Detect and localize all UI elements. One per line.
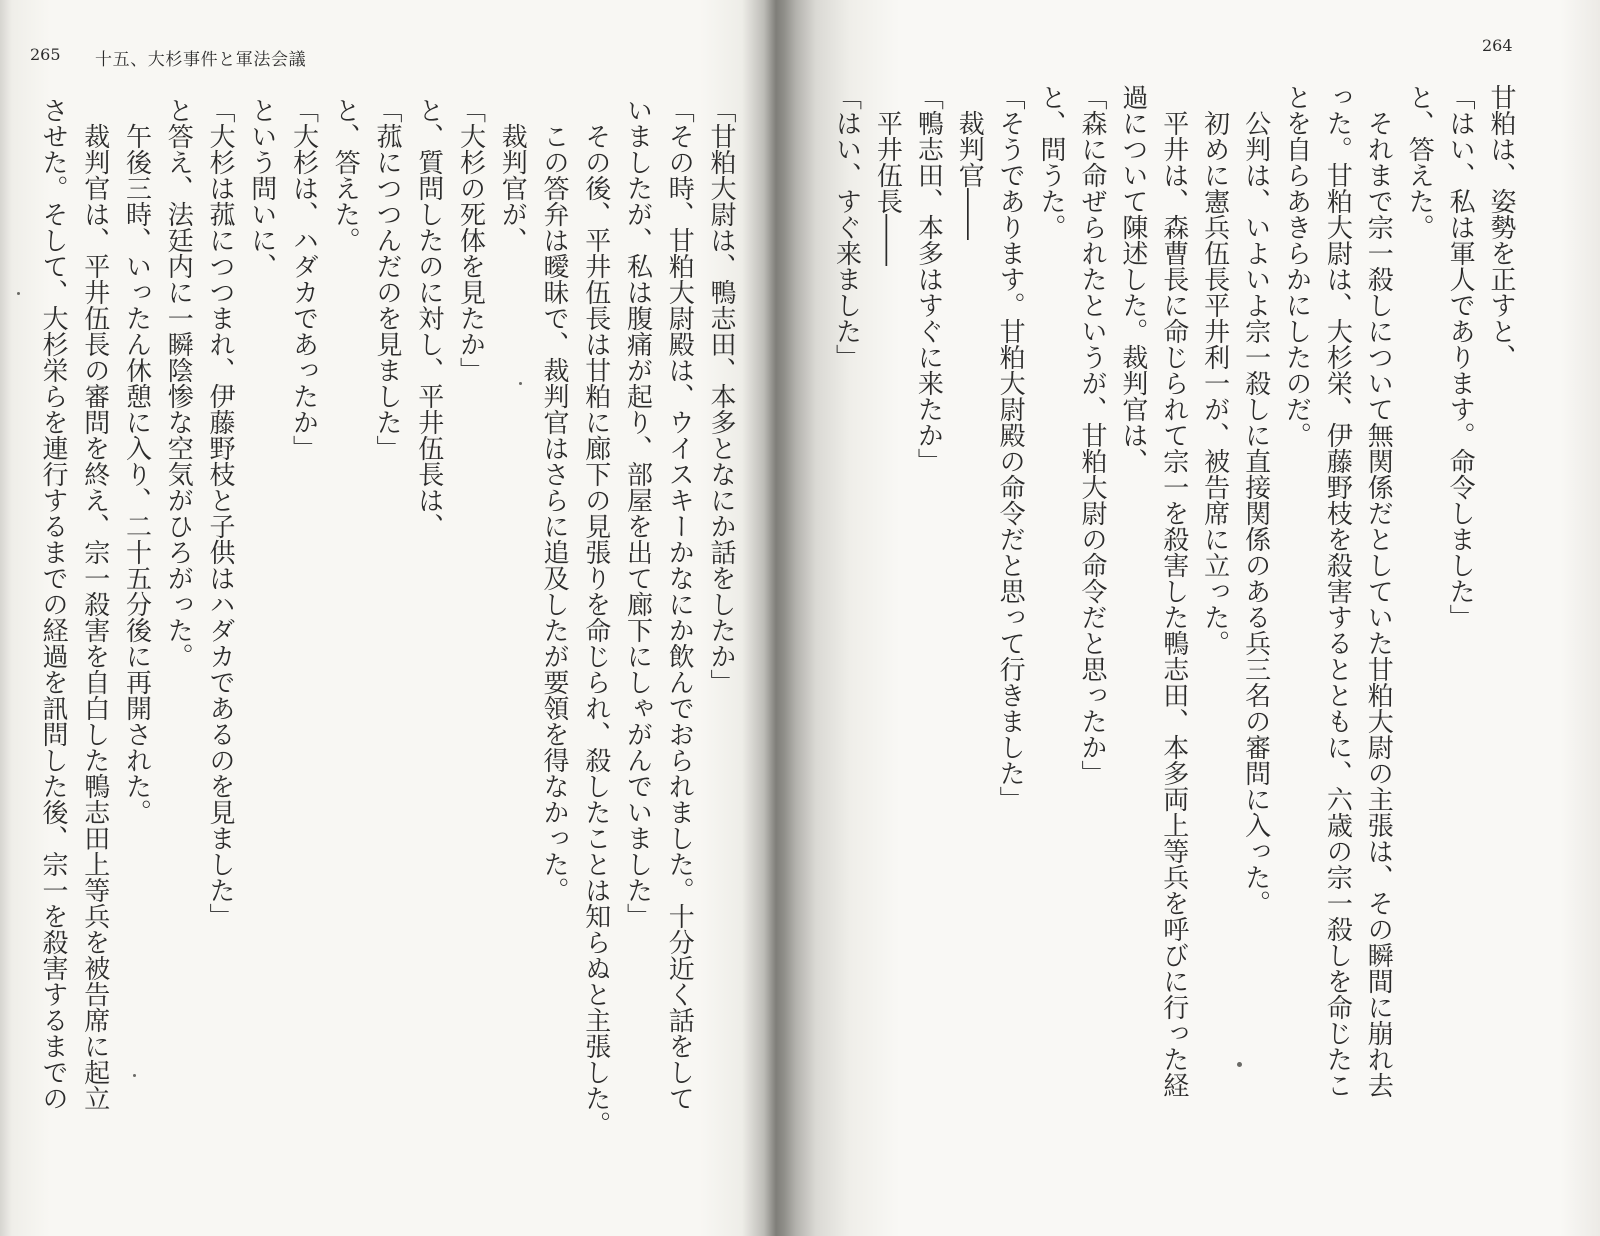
text-column: 裁判官―― [954,84,985,240]
text-column: と、問うた。 [1036,84,1067,240]
text-column: った。甘粕大尉は、大杉栄、伊藤野枝を殺害するとともに、六歳の宗一殺しを命じたこ [1322,84,1353,1098]
scan-speck [1237,1062,1242,1067]
scan-speck [133,1074,136,1077]
text-column: 「大杉の死体を見たか」 [455,97,486,383]
running-head: 十五、大杉事件と軍法会議 [95,50,307,70]
text-column: 初めに憲兵伍長平井利一が、被告席に立った。 [1199,84,1230,656]
text-column: いましたが、私は腹痛が起り、部屋を出て廊下にしゃがんでいました」 [622,97,653,929]
text-column: 午後三時、いったん休憩に入り、二十五分後に再開された。 [121,97,152,825]
text-column: させた。そして、大杉栄らを連行するまでの経過を訊問した後、宗一を殺害するまでの [38,97,68,1111]
text-column: 「菰につつんだのを見ました」 [372,97,402,461]
text-column: 公判は、いよいよ宗一殺しに直接関係のある兵三名の審問に入った。 [1240,84,1271,916]
text-column: 「大杉は菰につつまれ、伊藤野枝と子供はハダカであるのを見ました」 [205,97,235,929]
text-column: という問いに、 [246,97,277,279]
text-column: 「その時、甘粕大尉殿は、ウイスキーかなにか飲んでおられました。十分近く話をして [664,97,695,1111]
text-column: と、質問したのに対し、平井伍長は、 [413,97,444,539]
text-column: 平井伍長―― [872,84,903,266]
text-column: とを自らあきらかにしたのだ。 [1281,84,1312,448]
text-column: 裁判官が、 [497,97,528,253]
text-column: 「そうであります。甘粕大尉殿の命令だと思って行きました」 [995,84,1026,812]
text-column: 平井は、森曹長に命じられて宗一を殺害した鴨志田、本多両上等兵を呼びに行った経 [1158,84,1189,1098]
text-column: 「森に命ぜられたというが、甘粕大尉の命令だと思ったか」 [1076,84,1107,786]
text-column: 甘粕は、姿勢を正すと、 [1486,84,1516,370]
text-column: 「はい、私は軍人であります。命令しました」 [1445,84,1476,630]
right-page-text [825,84,1521,1204]
page-number-left: 265 [30,45,61,64]
text-column: 過について陳述した。裁判官は、 [1117,84,1148,474]
text-column: 裁判官は、平井伍長の審問を終え、宗一殺害を自白した鴨志田上等兵を被告席に起立 [79,97,110,1111]
page-number-right: 264 [1482,36,1513,55]
scan-speck [519,382,522,385]
text-column: 「大杉は、ハダカであったか」 [288,97,319,461]
left-page-text [31,97,741,1207]
text-column: その後、平井伍長は甘粕に廊下の見張りを命じられ、殺したことは知らぬと主張した。 [580,97,611,1137]
text-column: それまで宗一殺しについて無関係だとしていた甘粕大尉の主張は、その瞬間に崩れ去 [1363,84,1394,1098]
text-column: 「甘粕大尉は、鴨志田、本多となにか話をしたか」 [706,97,736,695]
text-column: と答え、法廷内に一瞬陰惨な空気がひろがった。 [163,97,194,669]
text-column: 「鴨志田、本多はすぐに来たか」 [913,84,944,474]
text-column: 「はい、すぐ来ました」 [831,84,862,370]
text-column: この答弁は曖昧で、裁判官はさらに追及したが要領を得なかった。 [539,97,569,903]
scan-speck [17,292,20,295]
text-column: と、答えた。 [330,97,361,253]
text-column: と、答えた。 [1404,84,1435,240]
